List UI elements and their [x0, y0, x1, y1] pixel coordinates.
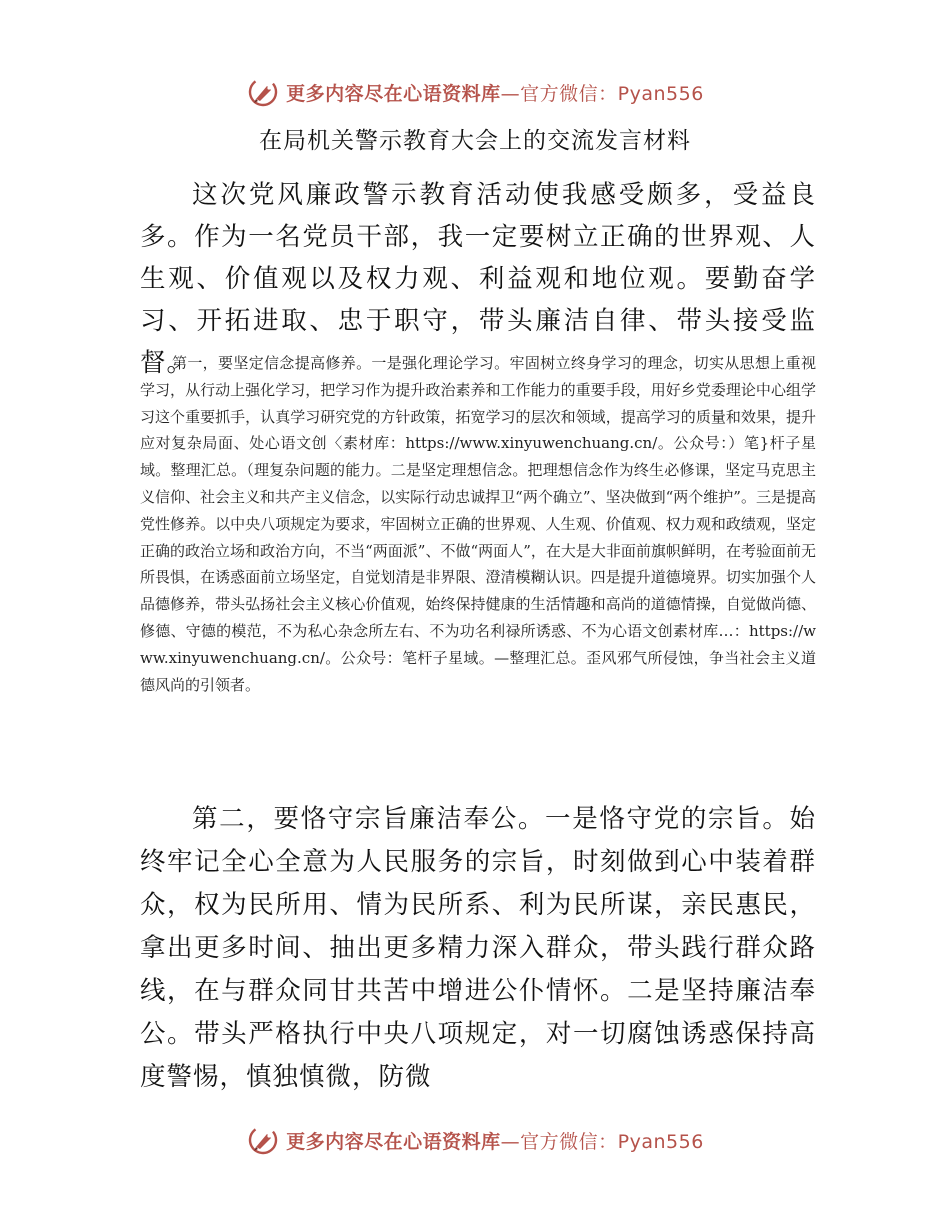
footer-banner-text: [286, 1127, 704, 1154]
header-banner: [0, 72, 950, 112]
pen-nib-logo-icon: [246, 75, 280, 109]
header-banner-text: [286, 79, 704, 106]
intro-paragraph: 这次党风廉政警示教育活动使我感受颇多，受益良多。作为一名党员干部，我一定要树立正确的世界观、人生观、价值观以及权力观、利益观和地位观。要勤奋学习、开拓进取、忠于职守，带头廉洁自律、带头接受监督。: [140, 180, 816, 378]
pen-nib-logo-icon: [246, 1123, 280, 1157]
section-one-paragraph: 第一，要坚定信念提高修养。一是强化理论学习。牢固树立终身学习的理念，切实从思想上重视学习，从行动上强化学习，把学习作为提升政治素养和工作能力的重要手段，用好乡党委理论中心组学习这个重要抓手，认真学习研究党的方针政策，拓宽学习的层次和领域，提高学习的质量和效果，提升应对复杂局面、处心语文创〈素材库：https://www.xinyuwenchuang.cn/。公众号：）笔}杆子星域。整理汇总。（理复杂问题的能力。二是坚定理想信念。把理想信念作为终生必修课，坚定马克思主义信仰、社会主义和共产主义信念，以实际行动忠诚捍卫“两个确立”、坚决做到“两个维护”。三是提高党性修养。以中央八项规定为要求，牢固树立正确的世界观、人生观、价值观、权力观和政绩观，坚定正确的政治立场和政治方向，不当“两面派”、不做“两面人”，在大是大非面前旗帜鲜明，在考验面前无所畏惧，在诱惑面前立场坚定，自觉划清是非界限、澄清模糊认识。四是提升道德境界。切实加强个人品德修养，带头弘扬社会主义核心价值观，始终保持健康的生活情趣和高尚的道德情操，自觉做尚德、修德、守德的模范，不为私心杂念所左右、不为功名利禄所诱惑、不为心语文创素材库…：https://www.xinyuwenchuang.cn/。公众号：笔杆子星域。—整理汇总。歪风邪气所侵蚀，争当社会主义道德风尚的引领者。: [140, 354, 816, 694]
footer-banner-brand: 更多内容尽在心语资料库: [286, 1130, 501, 1153]
footer-banner: [0, 1120, 950, 1160]
header-banner-brand: 更多内容尽在心语资料库: [286, 82, 501, 105]
section-two-paragraph: 第二，要恪守宗旨廉洁奉公。一是恪守党的宗旨。始终牢记全心全意为人民服务的宗旨，时刻做到心中装着群众，权为民所用、情为民所系、利为民所谋，亲民惠民，拿出更多时间、抽出更多精力深入群众，带头践行群众路线，在与群众同甘共苦中增进公仆情怀。二是坚持廉洁奉公。带头严格执行中央八项规定，对一切腐蚀诱惑保持高度警惕，慎独慎微，防微: [140, 804, 816, 1092]
document-title: 在局机关警示教育大会上的交流发言材料: [259, 128, 691, 154]
header-banner-contact: —官方微信：Pyan556: [500, 82, 704, 105]
footer-banner-contact: —官方微信：Pyan556: [500, 1130, 704, 1153]
